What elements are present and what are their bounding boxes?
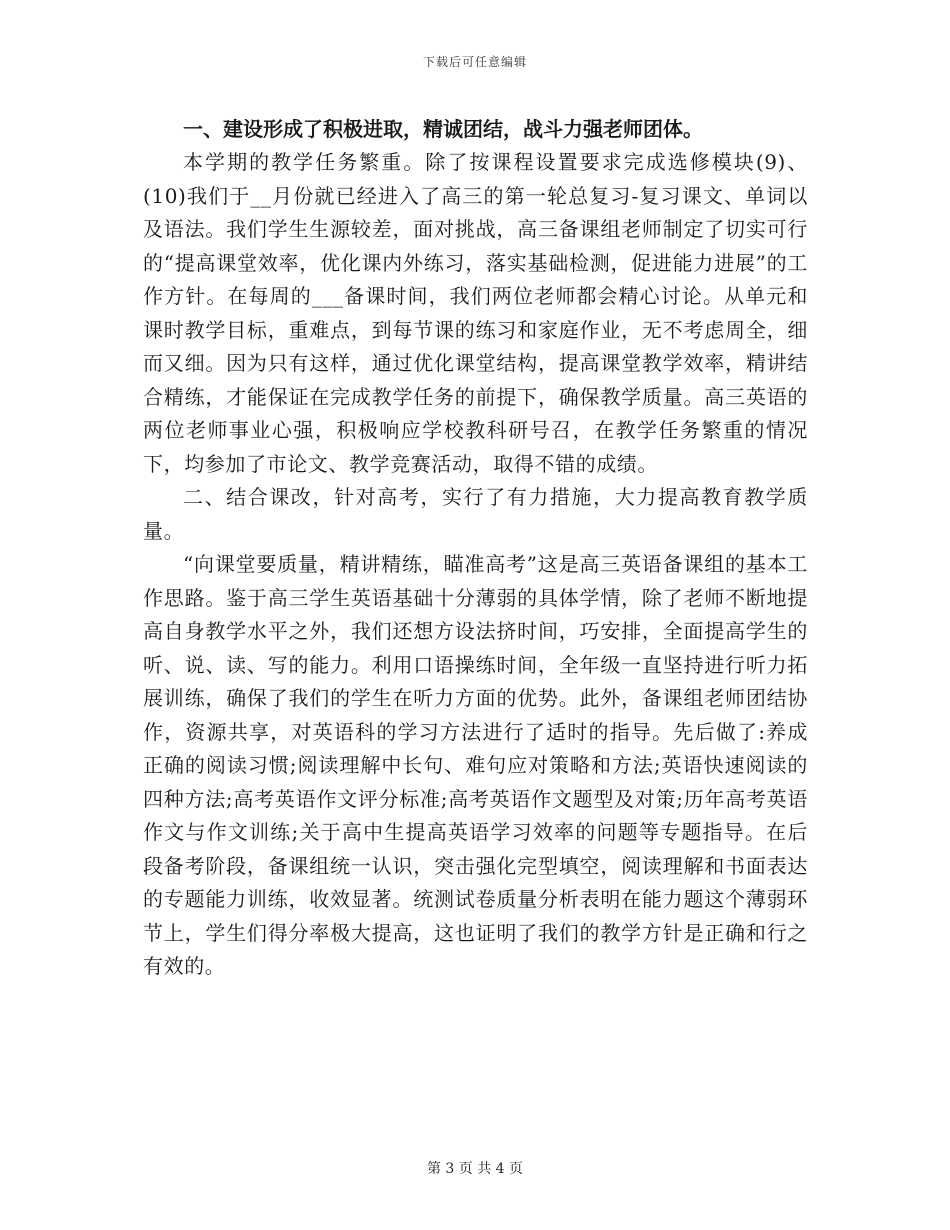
paragraph-1: 本学期的教学任务繁重。除了按课程设置要求完成选修模块(9)、(10)我们于__月份就已经进入了高三的第一轮总复习-复习课文、单词以及语法。我们学生生源较差，面对挑战，高三备课组老师制定了切实可行的“提高课堂效率，优化课内外练习，落实基础检测，促进能力进展”的工作方针。在每周的___备课时间，我们两位老师都会精心讨论。从单元和课时教学目标，重难点，到每节课的练习和家庭作业，无不考虑周全，细而又细。因为只有这样，通过优化课堂结构，提高课堂教学效率，精讲结合精练，才能保证在完成教学任务的前提下，确保教学质量。高三英语的两位老师事业心强，积极响应学校教科研号召，在教学任务繁重的情况下，均参加了市论文、教学竞赛活动，取得不错的成绩。 [143,150,808,476]
paragraph-2: “向课堂要质量，精讲精练，瞄准高考”这是高三英语备课组的基本工作思路。鉴于高三学生英语基础十分薄弱的具体学情，除了老师不断地提高自身教学水平之外，我们还想方设法挤时间，巧安排，全面提高学生的听、说、读、写的能力。利用口语操练时间，全年级一直坚持进行听力拓展训练，确保了我们的学生在听力方面的优势。此外，备课组老师团结协作，资源共享，对英语科的学习方法进行了适时的指导。先后做了:养成正确的阅读习惯;阅读理解中长句、难句应对策略和方法;英语快速阅读的四种方法;高考英语作文评分标准;高考英语作文题型及对策;历年高考英语作文与作文训练;关于高中生提高英语学习效率的问题等专题指导。在后段备考阶段，备课组统一认识，突击强化完型填空，阅读理解和书面表达的专题能力训练，收效显著。统测试卷质量分析表明在能力题这个薄弱环节上，学生们得分率极大提高，这也证明了我们的教学方针是正确和行之有效的。 [143,552,808,978]
document-body [143,112,808,984]
page-header: 下载后可任意编辑 [422,55,527,69]
section-heading-2: 二、结合课改，针对高考，实行了有力措施，大力提高教育教学质量。 [143,485,808,543]
section-heading-1: 一、建设形成了积极进取，精诚团结，战斗力强老师团体。 [183,117,703,141]
page-number: 第 3 页 共 4 页 [426,1161,524,1177]
